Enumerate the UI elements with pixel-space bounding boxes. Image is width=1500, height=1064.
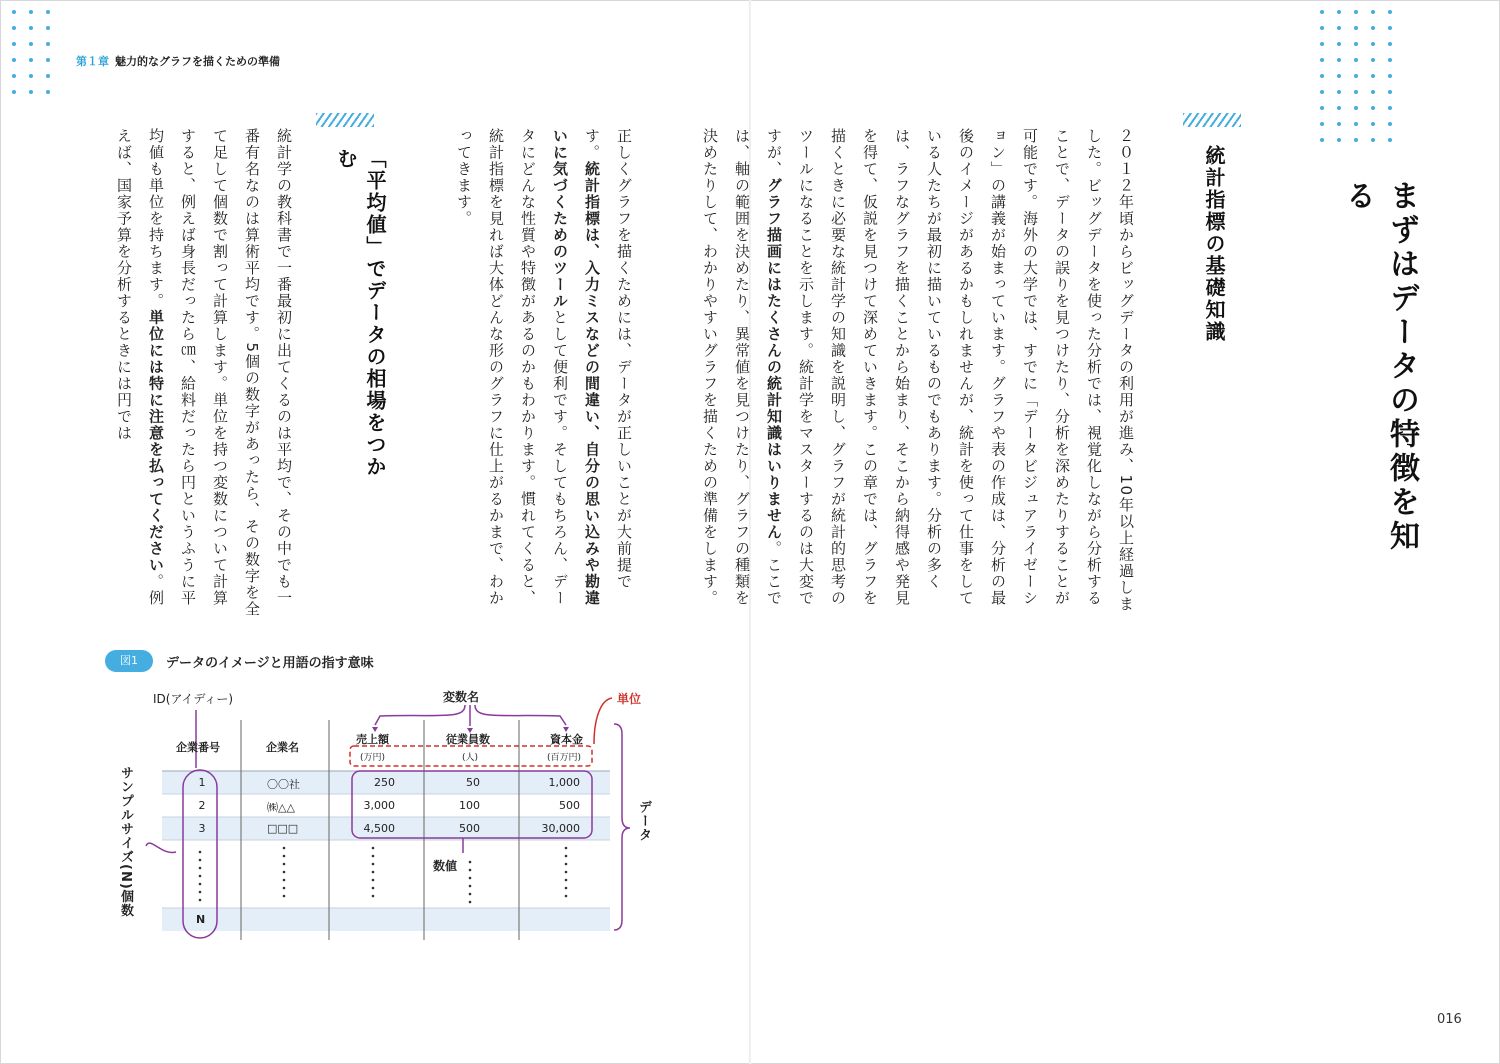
text-run: 正しくグラフを描くためには、データが正しいことが大前提です。 <box>583 128 633 590</box>
table-cell: 100 <box>459 799 480 812</box>
text-run: 。例えば、国家予算を分析するときには円では <box>115 128 165 607</box>
text-run: ２０１２年頃からビッグデータの利用が進み、10年以上経過しました。ビッグデータを使った分析では、視覚化しながら分析することで、データの誤りを見つけたり、分析を深めたりすることが可能です。海外の大学では、すでに「データビジュアライゼーション」の講義が始まっています。グラフや表の作成は、分析の最後のイメージがあるかもしれませんが、統計を使って仕事をしている人たちが最初に描いているものでもあります。分析の多くは、ラフなグラフを描くことから始まり、そこから納得感や発見を得て、仮説を見つけて深めていきます。この章では、グラフを描くときに必要な統計学の知識を説明し、グラフが統計的思考のツールになることを示します。統計学をマスターするのは大変ですが、 <box>765 128 1135 613</box>
dot <box>1388 10 1392 14</box>
sample-size-connector <box>146 843 176 852</box>
figure-caption: データのイメージと用語の指す意味 <box>166 656 374 671</box>
dot <box>1320 138 1324 142</box>
dot-pattern-right <box>1320 10 1392 142</box>
dot <box>1354 58 1358 62</box>
dot <box>1354 26 1358 30</box>
unit-sales: (万円) <box>360 753 386 763</box>
variable-arrow-right <box>475 705 566 725</box>
dot <box>1354 138 1358 142</box>
header-employees: 従業員数 <box>446 733 490 746</box>
label-unit: 単位 <box>617 692 642 706</box>
table-cell: □□□ <box>267 822 299 835</box>
dot <box>1354 106 1358 110</box>
unit-employees: (人) <box>462 753 479 763</box>
dot <box>1388 42 1392 46</box>
section-hatch-1 <box>1183 113 1241 127</box>
data-brace <box>614 724 630 930</box>
table-cell: 500 <box>459 822 480 835</box>
header-capital: 資本金 <box>550 733 583 746</box>
dot <box>1320 26 1324 30</box>
dot <box>1388 106 1392 110</box>
table-cell: 1,000 <box>548 776 580 789</box>
bold-text-run: 単位には特に注意を払ってください <box>147 309 165 574</box>
table-cell: 4,500 <box>363 822 395 835</box>
dot <box>1337 10 1341 14</box>
chapter-title: 魅力的なグラフを描くための準備 <box>115 55 280 68</box>
dot <box>1320 10 1324 14</box>
dot <box>1337 26 1341 30</box>
header-company-name: 企業名 <box>266 741 299 754</box>
dot <box>1388 26 1392 30</box>
dot <box>1320 74 1324 78</box>
table-cell: 250 <box>374 776 395 789</box>
figure-badge: 図1 <box>105 650 153 672</box>
text-run: 。ここでは、軸の範囲を決めたり、異常値を見つけたり、グラフの種類を決めたりして、わかりやすいグラフを描くための準備をします。 <box>701 128 783 607</box>
dot <box>1320 58 1324 62</box>
main-title: まずはデータの特徴を知る <box>1340 180 1419 554</box>
dot <box>1354 74 1358 78</box>
table-cell: 2 <box>198 799 206 812</box>
dot <box>1388 90 1392 94</box>
label-values: 数値 <box>433 859 458 873</box>
dot <box>1371 122 1375 126</box>
last-row-id: N <box>196 913 206 926</box>
dot <box>1371 26 1375 30</box>
dot <box>1388 74 1392 78</box>
dot <box>1371 10 1375 14</box>
dot <box>1337 122 1341 126</box>
table-cell: 3,000 <box>363 799 395 812</box>
dot <box>1320 42 1324 46</box>
table-cell: 〇〇社 <box>267 778 300 791</box>
label-id: ID(アイディー) <box>153 692 234 706</box>
ellipsis-dots <box>199 847 568 904</box>
dot <box>1371 74 1375 78</box>
dot <box>1371 106 1375 110</box>
dot <box>1354 42 1358 46</box>
header-sales: 売上額 <box>356 733 389 746</box>
table-cell: 3 <box>198 822 206 835</box>
label-data: データ <box>636 800 651 842</box>
text-run: 統計学の教科書で一番最初に出てくるのは平均で、その中でも一番有名なのは算術平均です。5個の数字があったら、その数字を全て足して個数で割って計算します。単位を持つ変数について計算すると、例えば身長だったら㎝、給料だったら円というふうに平均値も単位を持ちます。 <box>147 128 293 618</box>
text-run: として便利です。そしてもちろん、データにどんな性質や特徴があるのかもわかります。慣れてくると、統計指標を見れば大体どんな形のグラフに仕上がるかまで、わかってきます。 <box>455 128 569 607</box>
variable-arrow-left <box>375 705 465 725</box>
table-cell: 1 <box>198 776 206 789</box>
dot <box>1388 122 1392 126</box>
section-title-mean: 「平均値」でデータの相場をつかむ <box>334 148 387 478</box>
table-cell: 30,000 <box>541 822 580 835</box>
dot <box>1354 10 1358 14</box>
dot <box>1371 42 1375 46</box>
dot <box>1337 58 1341 62</box>
dot <box>1371 90 1375 94</box>
dot <box>1371 58 1375 62</box>
table-cell: ㈱△△ <box>267 801 295 814</box>
header-company-no: 企業番号 <box>176 741 220 754</box>
bold-text-run: グラフ描画にはたくさんの統計知識はいりません <box>765 177 783 541</box>
unit-capital: (百万円) <box>547 753 582 763</box>
dot <box>1388 58 1392 62</box>
table-cell: 50 <box>466 776 480 789</box>
dot <box>1388 138 1392 142</box>
dot <box>1354 122 1358 126</box>
page-number: 016 <box>1437 1012 1462 1027</box>
bold-text-run: 統計指標は、入力ミスなどの間違い、自分の思い込みや勘違いに気づくためのツール <box>551 128 601 607</box>
dot <box>1337 90 1341 94</box>
label-variable-name: 変数名 <box>443 690 480 704</box>
dot <box>1337 42 1341 46</box>
dot <box>1354 90 1358 94</box>
dot <box>1337 138 1341 142</box>
dot <box>1337 106 1341 110</box>
unit-connector <box>594 698 612 744</box>
row-band-n <box>162 908 610 931</box>
chapter-number: 第１章 <box>76 55 109 68</box>
paragraph-1 <box>701 128 1142 618</box>
label-sample-size: サンプルサイズ(N)個数 <box>118 766 133 918</box>
dot <box>1320 90 1324 94</box>
dot <box>1371 138 1375 142</box>
dot <box>1320 106 1324 110</box>
dot <box>1337 74 1341 78</box>
table-cell: 500 <box>559 799 580 812</box>
dot <box>1320 122 1324 126</box>
section-title-basics: 統計指標の基礎知識 <box>1202 145 1226 343</box>
